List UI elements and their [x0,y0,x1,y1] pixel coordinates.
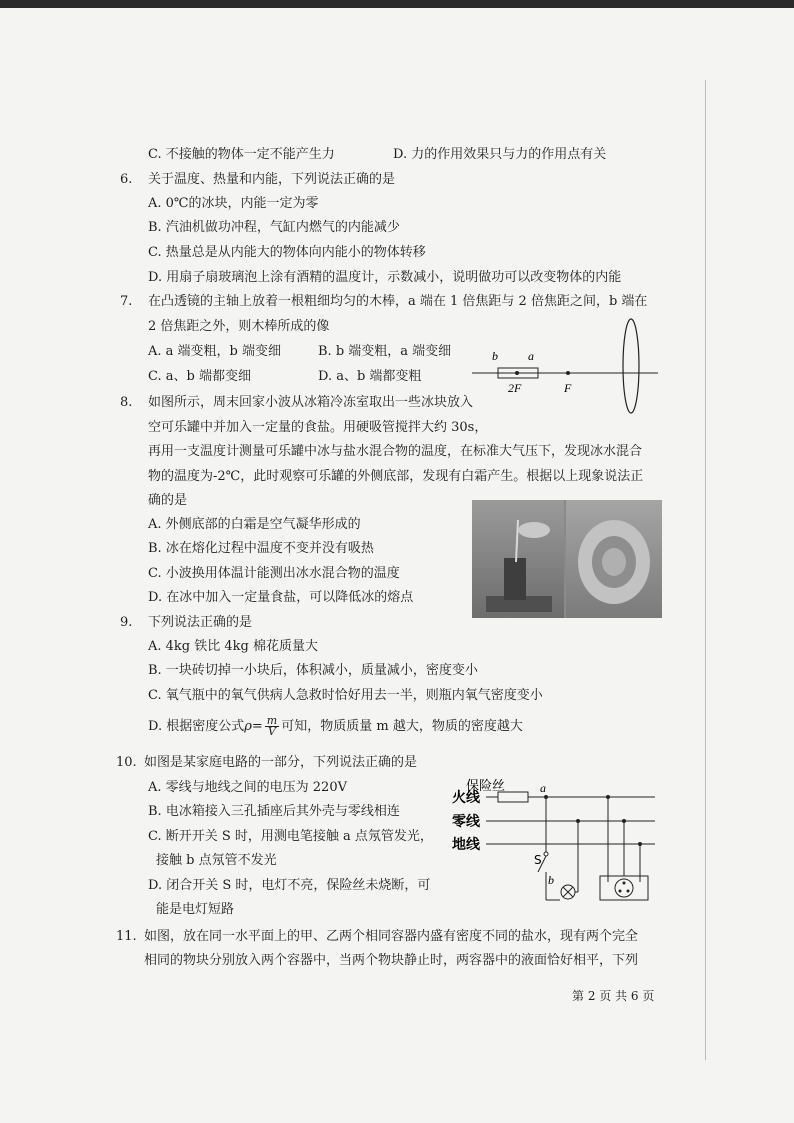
q7-option-a: A. a 端变粗，b 端变细 [148,344,281,359]
q6-option-b: B. 汽油机做功冲程，气缸内燃气的内能减少 [148,220,400,235]
q10-option-b: B. 电冰箱接入三孔插座后其外壳与零线相连 [148,804,400,819]
q10-option-c: C. 断开开关 S 时，用测电笔接触 a 点氖管发光， [148,829,433,844]
q10-option-c-2: 接触 b 点氖管不发光 [156,853,277,868]
point-b-label: b [548,873,554,887]
density-formula-fraction [265,716,279,737]
q7-stem: 在凸透镜的主轴上放着一根粗细均匀的木棒，a 端在 1 倍焦距与 2 倍焦距之间，b 端在 [148,294,648,309]
fuse-label: 保险丝 [466,779,506,794]
formula-denominator: V [268,725,276,738]
q7-number: 7. [120,294,133,309]
formula-numerator: m [266,714,278,727]
q9d-prefix: D. 根据密度公式 [148,719,245,734]
q8-option-d: D. 在冰中加入一定量食盐，可以降低冰的熔点 [148,590,414,605]
q9d-equals: = [251,719,263,734]
page-top-edge [0,0,794,8]
2f-point [515,371,519,375]
lens-diagram [470,318,660,416]
household-circuit-diagram [450,776,660,908]
neutral-wire-label: 零线 [452,814,480,830]
q6-option-a: A. 0℃的冰块，内能一定为零 [148,196,319,211]
q5-option-c: C. 不接触的物体一定不能产生力 [148,147,335,162]
q6-option-c: C. 热量总是从内能大的物体向内能小的物体转移 [148,245,426,260]
hand [518,522,550,538]
q10-option-d-2: 能是电灯短路 [156,902,235,917]
q8-stem-5: 确的是 [148,493,188,508]
q9-option-c: C. 氧气瓶中的氧气供病人急救时恰好用去一半，则瓶内氧气密度变小 [148,688,543,703]
live-wire-label: 火线 [452,790,480,806]
q11-number: 11. [116,929,137,944]
socket-hole-left [619,890,622,893]
q5-option-d: D. 力的作用效果只与力的作用点有关 [393,147,607,162]
q10-option-d: D. 闭合开关 S 时，电灯不亮，保险丝未烧断，可 [148,878,431,893]
q9-option-a: A. 4kg 铁比 4kg 棉花质量大 [148,639,318,654]
socket-hole-top [623,882,626,885]
q8-option-b: B. 冰在熔化过程中温度不变并没有吸热 [148,541,374,556]
can-center [602,548,626,576]
q7-option-d: D. a、b 端都变粗 [318,369,422,384]
q11-stem: 如图，放在同一水平面上的甲、乙两个相同容器内盛有密度不同的盐水，现有两个完全 [144,929,639,944]
q7-option-c: C. a、b 端都变细 [148,369,251,384]
page-fold-line [705,80,706,1060]
q8-option-a: A. 外侧底部的白霜是空气凝华形成的 [148,517,361,532]
can-bottom-sketch [566,500,662,618]
switch-label: S [534,853,542,867]
q6-option-d: D. 用扇子扇玻璃泡上涂有酒精的温度计，示数减小，说明做功可以改变物体的内能 [148,270,622,285]
photo-thermometer-in-can [472,500,564,618]
photo-can-bottom-frost [566,500,662,618]
label-2f: 2F [508,381,522,395]
convex-lens [623,319,639,413]
q8-stem: 如图所示，周末回家小波从冰箱冷冻室取出一些冰块放入 [148,395,474,410]
q8-stem-4: 物的温度为-2℃，此时观察可乐罐的外侧底部，发现有白霜产生。根据以上现象说法正 [148,469,644,484]
q9-number: 9. [120,615,133,630]
q9d-rho: ρ [244,719,252,734]
q9d-suffix: 可知，物质质量 m 越大，物质的密度越大 [281,719,523,734]
can-sketch [472,500,564,618]
socket-hole-right [627,890,630,893]
q6-stem: 关于温度、热量和内能，下列说法正确的是 [148,172,396,187]
q10-stem: 如图是某家庭电路的一部分，下列说法正确的是 [144,755,418,770]
q9-stem: 下列说法正确的是 [148,615,253,630]
q8-stem-3: 再用一支温度计测量可乐罐中冰与盐水混合物的温度，在标准大气压下，发现冰水混合 [148,444,643,459]
point-a-label: a [540,781,546,795]
lamp-neutral-node [576,819,580,823]
f-point [566,371,570,375]
q11-stem-2: 相同的物块分别放入两个容器中，当两个物块静止时，两容器中的液面恰好相平，下列 [144,953,639,968]
ground-wire-label: 地线 [452,837,480,853]
q9-option-b: B. 一块砖切掉一小块后，体积减小，质量减小，密度变小 [148,663,478,678]
q7-stem-2: 2 倍焦距之外，则木棒所成的像 [148,319,330,334]
page-footer: 第 2 页 共 6 页 [572,989,655,1003]
cola-can-photo [472,500,662,618]
q8-option-c: C. 小波换用体温计能测出冰水混合物的温度 [148,566,400,581]
q7-option-b: B. b 端变粗，a 端变细 [318,344,452,359]
label-b: b [492,349,498,363]
q10-number: 10. [116,755,137,770]
q8-stem-2: 空可乐罐中并加入一定量的食盐。用硬吸管搅拌大约 30s， [148,420,488,435]
q6-number: 6. [120,172,133,187]
q10-option-a: A. 零线与地线之间的电压为 220V [148,780,347,795]
q8-number: 8. [120,395,133,410]
can [504,558,526,600]
label-a: a [528,349,534,363]
three-hole-socket [600,876,648,900]
thermometer [516,520,518,562]
switch-contact [544,852,548,856]
label-f: F [564,381,572,395]
q9-option-d [148,716,523,737]
